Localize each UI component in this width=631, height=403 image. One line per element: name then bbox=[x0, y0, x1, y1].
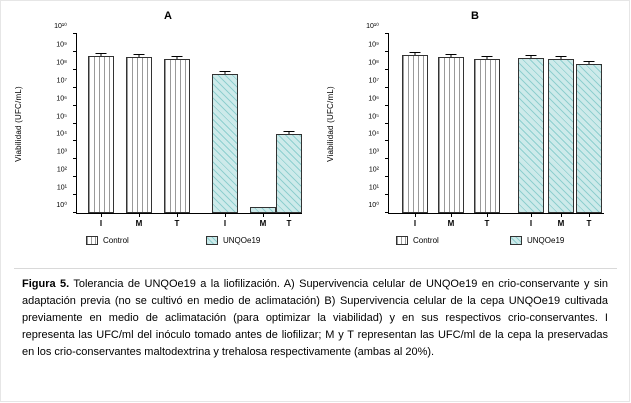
x-axis-tick-label: T bbox=[484, 219, 490, 228]
y-axis-tick bbox=[368, 184, 389, 195]
y-axis-tick bbox=[56, 113, 77, 124]
legend-label-control: Control bbox=[103, 236, 129, 245]
y-axis-tick bbox=[368, 202, 389, 213]
panel-b-y-axis-label: Viabilidad (UFC/mL) bbox=[326, 86, 335, 162]
x-axis-tick-label: T bbox=[586, 219, 592, 228]
x-axis-tick bbox=[415, 213, 416, 217]
y-axis-tick-label: 10¹⁰ bbox=[366, 23, 379, 30]
bar-group-item bbox=[576, 34, 602, 213]
error-bar bbox=[177, 57, 178, 59]
legend-label-unqoe19: UNQOe19 bbox=[223, 236, 261, 245]
error-bar bbox=[487, 57, 488, 59]
error-bar-cap bbox=[584, 61, 595, 62]
x-axis-tick-label: M bbox=[557, 219, 565, 228]
error-bar-cap bbox=[220, 71, 231, 72]
y-axis-tick bbox=[56, 166, 77, 177]
y-axis-tick-label: 10¹⁰ bbox=[54, 23, 67, 30]
error-bar bbox=[289, 132, 290, 134]
error-bar-cap bbox=[556, 56, 567, 57]
x-axis-tick bbox=[177, 213, 178, 217]
x-axis-tick bbox=[139, 213, 140, 217]
panel-a-plot-area bbox=[54, 23, 302, 228]
y-axis-tick bbox=[56, 59, 77, 70]
y-axis-tick bbox=[54, 23, 77, 34]
y-axis-tick-label: 10³ bbox=[368, 148, 379, 156]
panel-b-legend-unq bbox=[510, 236, 564, 245]
error-bar-cap bbox=[482, 56, 493, 57]
y-axis-tick bbox=[368, 130, 389, 141]
y-axis-tick-label: 10¹ bbox=[368, 184, 379, 192]
y-axis-tick bbox=[368, 59, 389, 70]
x-axis-tick-label: I bbox=[529, 219, 533, 228]
bar-group-item bbox=[164, 34, 190, 213]
y-axis-tick-label: 10⁵ bbox=[368, 113, 379, 120]
bar-group-item bbox=[474, 34, 500, 213]
error-bar-cap bbox=[446, 54, 457, 55]
panel-b-title: B bbox=[471, 10, 479, 22]
y-axis-tick-label: 10⁶ bbox=[368, 95, 379, 103]
error-bar-cap bbox=[96, 53, 107, 54]
x-axis-tick bbox=[487, 213, 488, 217]
y-axis-tick-label: 10⁸ bbox=[368, 59, 379, 67]
y-axis-tick-label: 10³ bbox=[56, 148, 67, 156]
y-axis-tick bbox=[368, 113, 389, 124]
bar bbox=[548, 59, 574, 213]
bar-group-item bbox=[438, 34, 464, 213]
y-axis-tick bbox=[368, 166, 389, 177]
y-axis-tick-label: 10⁷ bbox=[368, 77, 379, 85]
bar bbox=[438, 57, 464, 213]
x-axis-tick bbox=[225, 213, 226, 217]
y-axis-tick bbox=[366, 23, 389, 34]
x-axis-tick-label: M bbox=[447, 219, 455, 228]
error-bar bbox=[139, 55, 140, 57]
error-bar bbox=[589, 62, 590, 64]
x-axis-tick bbox=[561, 213, 562, 217]
legend-label-control: Control bbox=[413, 236, 439, 245]
bar bbox=[276, 134, 302, 213]
bar bbox=[88, 56, 114, 213]
figure-caption bbox=[22, 276, 608, 361]
bar-group-item bbox=[548, 34, 574, 213]
x-axis-tick bbox=[531, 213, 532, 217]
x-axis-tick-label: I bbox=[99, 219, 103, 228]
panel-b-bars bbox=[389, 34, 604, 213]
error-bar bbox=[531, 56, 532, 58]
x-axis-tick-label: I bbox=[413, 219, 417, 228]
y-axis-tick-label: 10⁴ bbox=[56, 130, 67, 138]
y-axis-tick-label: 10⁸ bbox=[56, 59, 67, 67]
bar bbox=[474, 59, 500, 213]
x-axis-tick bbox=[589, 213, 590, 217]
caption-divider bbox=[14, 268, 617, 269]
error-bar-cap bbox=[410, 52, 421, 53]
y-axis-tick bbox=[368, 148, 389, 159]
x-axis-tick-label: M bbox=[259, 219, 267, 228]
x-axis-tick bbox=[263, 213, 264, 217]
bar-group-item bbox=[212, 34, 238, 213]
legend-swatch-control-icon bbox=[86, 236, 98, 245]
y-axis-tick bbox=[56, 202, 77, 213]
y-axis-tick bbox=[368, 77, 389, 88]
legend-swatch-unqoe19-icon bbox=[510, 236, 522, 245]
error-bar-cap bbox=[134, 54, 145, 55]
panel-a-y-axis-label: Viabilidad (UFC/mL) bbox=[14, 86, 23, 162]
y-axis-tick-label: 10² bbox=[56, 166, 67, 174]
error-bar bbox=[451, 55, 452, 57]
panel-a-title: A bbox=[164, 10, 172, 22]
panel-a-legend-unq bbox=[206, 236, 260, 245]
error-bar bbox=[415, 53, 416, 55]
y-axis-tick-label: 10⁴ bbox=[368, 130, 379, 138]
y-axis-tick-label: 10⁵ bbox=[56, 113, 67, 120]
bar bbox=[576, 64, 602, 213]
y-axis-tick-label: 10¹ bbox=[56, 184, 67, 192]
error-bar bbox=[561, 57, 562, 59]
bar-group-item bbox=[518, 34, 544, 213]
chart-panel-b bbox=[326, 0, 620, 262]
y-axis-tick-label: 10⁷ bbox=[56, 77, 67, 85]
caption-label: Figura 5. bbox=[22, 278, 70, 290]
y-axis-tick-label: 10⁶ bbox=[56, 95, 67, 103]
legend-swatch-control-icon bbox=[396, 236, 408, 245]
y-axis-tick bbox=[56, 148, 77, 159]
x-axis-tick-label: T bbox=[174, 219, 180, 228]
y-axis-tick bbox=[56, 95, 77, 106]
y-axis-tick bbox=[368, 41, 389, 52]
bar bbox=[164, 59, 190, 213]
y-axis-tick-label: 10⁹ bbox=[368, 41, 379, 49]
error-bar-cap bbox=[284, 131, 295, 132]
y-axis-tick-label: 10⁰ bbox=[368, 202, 379, 209]
bar bbox=[518, 58, 544, 213]
legend-label-unqoe19: UNQOe19 bbox=[527, 236, 565, 245]
error-bar-cap bbox=[526, 55, 537, 56]
x-axis-tick bbox=[451, 213, 452, 217]
bar-group-item bbox=[402, 34, 428, 213]
error-bar bbox=[101, 54, 102, 56]
y-axis-tick bbox=[56, 184, 77, 195]
bar-group-item bbox=[276, 34, 302, 213]
bar-group-item bbox=[250, 34, 276, 213]
y-axis-tick bbox=[56, 41, 77, 52]
caption-text: Tolerancia de UNQOe19 a la liofilización. A) Supervivencia celular de UNQOe19 en crio-conservante y sin adaptación previa (no se cultivó en medio de aclimatación) B) Supervivencia celular de la cepa UNQOe19 cultivada previamente en medio de aclimatación (para optimizar la viabilidad) y en sus respectivos crio-conservantes. I representa las UFC/ml del inóculo tomado antes de liofilizar; M y T representan las UFC/ml de la cepa la preservadas en los crio-conservantes maltodextrina y trehalosa respectivamente (ambas al 20%). bbox=[22, 278, 608, 359]
bar bbox=[212, 74, 238, 213]
y-axis-tick-label: 10² bbox=[368, 166, 379, 174]
y-axis-tick bbox=[56, 77, 77, 88]
panel-b-legend-control bbox=[396, 236, 439, 245]
panel-b-plot-area bbox=[366, 23, 604, 228]
bar bbox=[402, 55, 428, 213]
x-axis-tick-label: I bbox=[223, 219, 227, 228]
panel-a-legend-control bbox=[86, 236, 129, 245]
bar-group-item bbox=[126, 34, 152, 213]
y-axis-tick-label: 10⁹ bbox=[56, 41, 67, 49]
chart-panel-a bbox=[14, 0, 318, 262]
y-axis-tick bbox=[368, 95, 389, 106]
error-bar-cap bbox=[172, 56, 183, 57]
x-axis-tick-label: T bbox=[286, 219, 292, 228]
y-axis-tick bbox=[56, 130, 77, 141]
legend-swatch-unqoe19-icon bbox=[206, 236, 218, 245]
bar bbox=[126, 57, 152, 213]
error-bar bbox=[225, 72, 226, 74]
y-axis-tick-label: 10⁰ bbox=[56, 202, 67, 209]
x-axis-tick-label: M bbox=[135, 219, 143, 228]
panel-a-bars bbox=[77, 34, 302, 213]
x-axis-tick bbox=[101, 213, 102, 217]
x-axis-tick bbox=[289, 213, 290, 217]
bar-group-item bbox=[88, 34, 114, 213]
